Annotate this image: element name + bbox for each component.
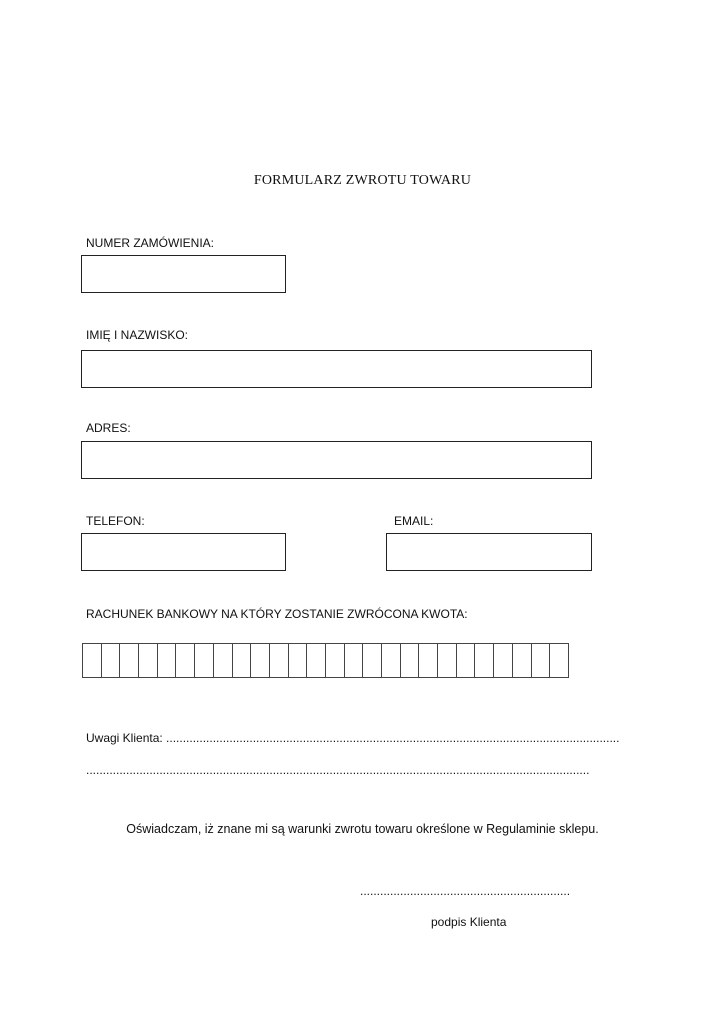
name-label: IMIĘ I NAZWISKO: <box>86 328 189 342</box>
remarks-line: Uwagi Klienta: ........................................................................................................................................ <box>86 731 620 745</box>
order-number-label: NUMER ZAMÓWIENIA: <box>86 236 214 250</box>
bank-account-digit-box[interactable] <box>250 643 270 678</box>
email-label: EMAIL: <box>394 514 434 528</box>
declaration-text: Oświadczam, iż znane mi są warunki zwrotu towaru określone w Regulaminie sklepu. <box>126 822 599 836</box>
bank-account-digit-box[interactable] <box>82 643 102 678</box>
bank-account-digit-box[interactable] <box>418 643 438 678</box>
order-number-field[interactable] <box>81 255 286 293</box>
address-field[interactable] <box>81 441 592 479</box>
email-field[interactable] <box>386 533 592 571</box>
bank-account-digit-box[interactable] <box>157 643 177 678</box>
bank-account-digit-box[interactable] <box>531 643 551 678</box>
bank-account-digit-box[interactable] <box>493 643 513 678</box>
bank-account-digit-box[interactable] <box>437 643 457 678</box>
bank-account-digit-box[interactable] <box>269 643 289 678</box>
bank-account-digit-box[interactable] <box>306 643 326 678</box>
bank-account-digit-box[interactable] <box>456 643 476 678</box>
remarks-line-2: ....................................................................................................................................................... <box>86 763 590 777</box>
phone-label: TELEFON: <box>86 514 145 528</box>
address-label: ADRES: <box>86 421 131 435</box>
bank-account-digit-box[interactable] <box>549 643 569 678</box>
bank-account-label: RACHUNEK BANKOWY NA KTÓRY ZOSTANIE ZWRÓCONA KWOTA: <box>86 607 468 621</box>
bank-account-digit-box[interactable] <box>101 643 121 678</box>
bank-account-digits <box>82 643 569 678</box>
bank-account-digit-box[interactable] <box>288 643 308 678</box>
bank-account-digit-box[interactable] <box>232 643 252 678</box>
bank-account-digit-box[interactable] <box>362 643 382 678</box>
bank-account-digit-box[interactable] <box>474 643 494 678</box>
bank-account-digit-box[interactable] <box>213 643 233 678</box>
bank-account-digit-box[interactable] <box>344 643 364 678</box>
signature-line: ............................................................... <box>360 884 571 898</box>
bank-account-digit-box[interactable] <box>325 643 345 678</box>
bank-account-digit-box[interactable] <box>138 643 158 678</box>
name-field[interactable] <box>81 350 592 388</box>
bank-account-digit-box[interactable] <box>381 643 401 678</box>
signature-label: podpis Klienta <box>431 915 507 929</box>
bank-account-digit-box[interactable] <box>194 643 214 678</box>
bank-account-digit-box[interactable] <box>175 643 195 678</box>
bank-account-digit-box[interactable] <box>512 643 532 678</box>
form-title: FORMULARZ ZWROTU TOWARU <box>253 173 472 188</box>
bank-account-digit-box[interactable] <box>119 643 139 678</box>
phone-field[interactable] <box>81 533 286 571</box>
bank-account-digit-box[interactable] <box>400 643 420 678</box>
